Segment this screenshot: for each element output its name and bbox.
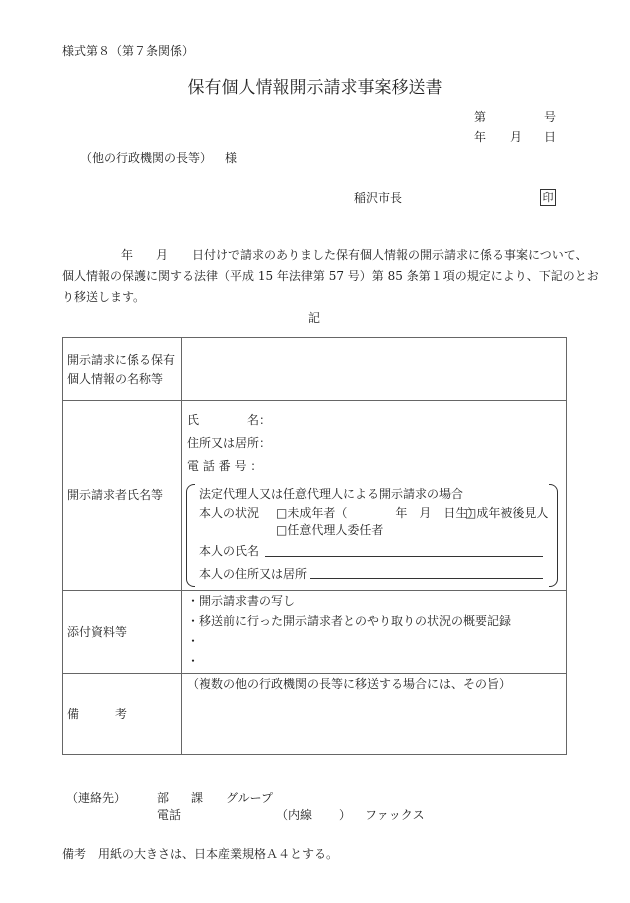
bracket-right <box>549 484 558 587</box>
principal-address-field[interactable] <box>310 578 543 579</box>
principal-address-label: 本人の住所又は居所 <box>199 567 308 581</box>
bracket-left <box>186 484 195 587</box>
body-line1: 日付けで請求のありました保有個人情報の開示請求に係る事案について、 <box>192 248 588 262</box>
body-line3: り移送します。 <box>62 290 146 304</box>
adult-ward-checkbox[interactable]: □成年被後見人 <box>465 506 549 520</box>
date-month: 月 <box>510 130 523 144</box>
contact-extension-close: ） <box>339 808 352 822</box>
body-year: 年 <box>121 248 134 262</box>
principal-name-label: 本人の氏名 <box>199 544 260 558</box>
attachment-item: ・ <box>187 634 200 648</box>
doc-number-suffix: 号 <box>544 110 557 124</box>
contact-section: 課 <box>191 791 204 805</box>
body-month: 月 <box>156 248 169 262</box>
principal-name-field[interactable] <box>265 556 543 557</box>
row-divider <box>63 590 566 591</box>
requester-phone-label: 電 話 番 号 ： <box>187 459 263 473</box>
body-line2: 個人情報の保護に関する法律（平成 15 年法律第 57 号）第 85 条第１項の規定により、下記のとお <box>62 269 599 283</box>
contact-fax: ファックス <box>365 808 425 822</box>
remarks-note: （複数の他の行政機関の長等に移送する場合には、その旨） <box>187 677 512 691</box>
addressee: （他の行政機関の長等） <box>80 151 213 165</box>
contact-dept: 部 <box>157 791 170 805</box>
requester-address-label: 住所又は居所： <box>187 436 272 450</box>
contact-group: グループ <box>226 791 274 805</box>
status-label: 本人の状況 <box>199 506 260 520</box>
row3-label: 添付資料等 <box>67 625 128 639</box>
row1-label-line2: 個人情報の名称等 <box>67 372 164 386</box>
agent-heading: 法定代理人又は任意代理人による開示請求の場合 <box>199 487 464 501</box>
attachment-item: ・ <box>187 654 200 668</box>
minor-checkbox[interactable]: □未成年者（ 年 月 日生） <box>276 506 480 520</box>
page-title: 保有個人情報開示請求事案移送書 <box>187 78 443 98</box>
date-day: 日 <box>544 130 557 144</box>
details-table <box>62 337 567 755</box>
contact-extension-open: （内線 <box>276 808 313 822</box>
row-divider <box>63 673 566 674</box>
row4-label: 備 考 <box>67 707 128 721</box>
doc-number-prefix: 第 <box>474 110 487 124</box>
footnote: 備考 用紙の大きさは、日本産業規格Ａ４とする。 <box>62 847 339 861</box>
sender-name: 稲沢市長 <box>354 191 403 205</box>
date-year: 年 <box>474 130 487 144</box>
ki-heading: 記 <box>308 311 321 325</box>
addressee-honorific: 様 <box>225 151 238 165</box>
row2-label: 開示請求者氏名等 <box>67 488 164 502</box>
form-number: 様式第８（第７条関係） <box>62 44 195 58</box>
row-divider <box>63 400 566 401</box>
row1-label-line1: 開示請求に係る保有 <box>67 353 176 367</box>
requester-name-label: 氏 名： <box>187 413 272 427</box>
attachment-item: ・移送前に行った開示請求者とのやり取りの状況の概要記録 <box>187 614 512 628</box>
attachment-item: ・開示請求書の写し <box>187 594 296 608</box>
seal-mark: 印 <box>540 189 556 206</box>
contact-label: （連絡先） <box>66 791 127 805</box>
contact-phone: 電話 <box>157 808 182 822</box>
voluntary-agent-checkbox[interactable]: □任意代理人委任者 <box>276 523 384 537</box>
